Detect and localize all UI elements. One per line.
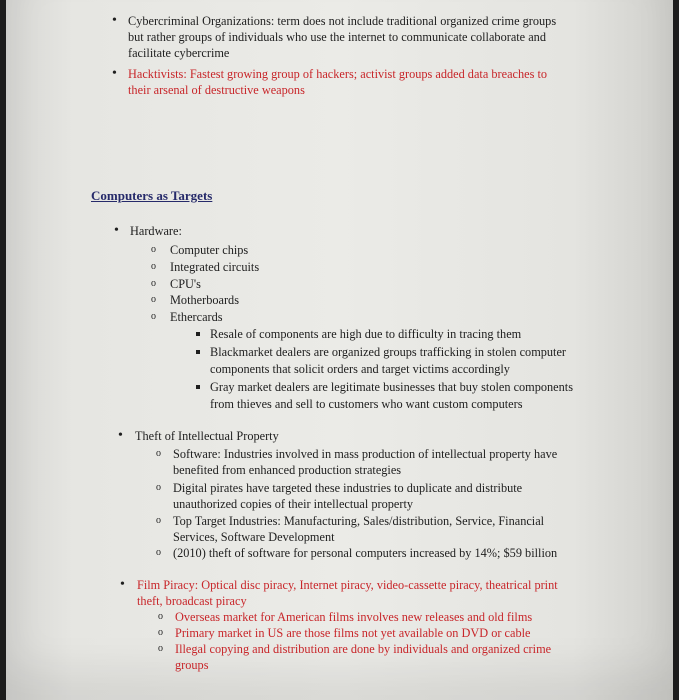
sub-item-line: Resale of components are high due to difficulty in tracing them [210,327,522,341]
film-item-line: groups [175,658,209,672]
bullet-icon: • [114,223,119,238]
square-bullet-icon [196,350,200,354]
circle-bullet-icon: o [151,244,156,255]
bullet-text-line: Cybercriminal Organizations: term does not include traditional organized crime groups [128,14,557,28]
square-bullet-icon [196,332,200,336]
hardware-item: Integrated circuits [170,260,260,274]
bullet-text-line: facilitate cybercrime [128,46,230,60]
theft-item-line: Digital pirates have targeted these industries to duplicate and distribute [173,481,523,495]
film-item-line: Overseas market for American films involves new releases and old films [175,610,533,624]
circle-bullet-icon: o [156,482,161,493]
film-text-line: theft, broadcast piracy [137,594,247,608]
circle-bullet-icon: o [151,261,156,272]
hardware-label: Hardware: [130,224,182,238]
film-item-line: Illegal copying and distribution are done by individuals and organized crime [175,642,552,656]
film-text-line: Film Piracy: Optical disc piracy, Internet piracy, video-cassette piracy, theatrical print [137,578,558,592]
bullet-text-line: Hacktivists: Fastest growing group of hackers; activist groups added data breaches to [128,67,548,81]
sub-item-line: from thieves and sell to customers who want custom computers [210,397,523,411]
bullet-icon: • [120,577,125,592]
theft-item-line: Services, Software Development [173,530,335,544]
circle-bullet-icon: o [156,547,161,558]
theft-item-line: (2010) theft of software for personal computers increased by 14%; $59 billion [173,546,558,560]
theft-item-line: benefited from enhanced production strategies [173,463,402,477]
circle-bullet-icon: o [158,627,163,638]
theft-label: Theft of Intellectual Property [135,429,279,443]
bullet-icon: • [118,428,123,443]
circle-bullet-icon: o [151,278,156,289]
hardware-item: CPU's [170,277,201,291]
sub-item-line: Blackmarket dealers are organized groups trafficking in stolen computer [210,345,567,359]
bullet-icon: • [112,13,117,28]
theft-item-line: unauthorized copies of their intellectual property [173,497,414,511]
circle-bullet-icon: o [156,448,161,459]
circle-bullet-icon: o [158,611,163,622]
document-page [6,0,673,700]
hardware-item: Computer chips [170,243,249,257]
circle-bullet-icon: o [151,294,156,305]
hardware-item: Motherboards [170,293,239,307]
square-bullet-icon [196,385,200,389]
section-heading: Computers as Targets [91,188,213,203]
sub-item-line: Gray market dealers are legitimate businesses that buy stolen components [210,380,573,394]
hardware-item: Ethercards [170,310,223,324]
circle-bullet-icon: o [151,311,156,322]
bullet-text-line: their arsenal of destructive weapons [128,83,305,97]
bullet-icon: • [112,66,117,81]
sub-item-line: components that solicit orders and target victims accordingly [210,362,510,376]
theft-item-line: Software: Industries involved in mass production of intellectual property have [173,447,558,461]
bullet-text-line: but rather groups of individuals who use the internet to communicate collaborate and [128,30,546,44]
film-item-line: Primary market in US are those films not yet available on DVD or cable [175,626,531,640]
circle-bullet-icon: o [158,643,163,654]
theft-item-line: Top Target Industries: Manufacturing, Sales/distribution, Service, Financial [173,514,545,528]
circle-bullet-icon: o [156,515,161,526]
